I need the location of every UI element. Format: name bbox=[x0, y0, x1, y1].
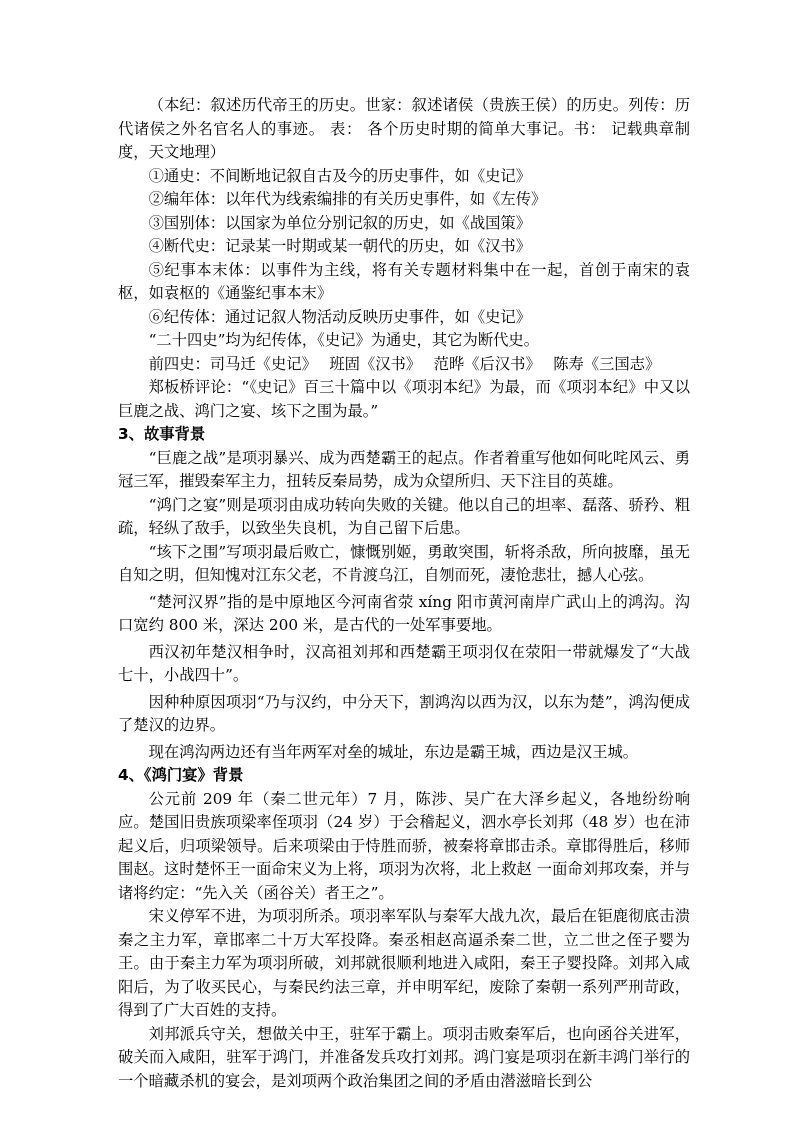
section-heading-hongmen-background: 4、《鸿门宴》背景 bbox=[118, 766, 244, 784]
paragraph-city-sites: 现在鸿沟两边还有当年两军对垒的城址，东边是霸王城，西边是汉王城。 bbox=[148, 742, 639, 761]
paragraph-zheng-banqiao: 郑板桥评论：“《史记》百三十篇中以《项羽本纪》为最，而《项羽本纪》中又以巨鹿之战、鸿门之宴、垓下之围为最。” bbox=[118, 378, 690, 420]
paragraph-four-histories: 前四史：司马迁《史记》 班固《汉书》 范晔《后汉书》 陈寿《三国志》 bbox=[148, 354, 661, 373]
paragraph-julu: “巨鹿之战”是项羽暴兴、成为西楚霸王的起点。作者着重写他如何叱咤风云、勇冠三军，摧毁秦军主力，扭转反秦局势，成为众望所归、天下注目的英雄。 bbox=[118, 448, 690, 490]
paragraph-liubang-guard: 刘邦派兵守关，想做关中王，驻军于霸上。项羽击败秦军后，也向函谷关进军，破关而入咸阳，驻军于鸿门，并准备发兵攻打刘邦。鸿门宴是项羽在新丰鸿门举行的一个暗藏杀机的宴会，是刘项两个政治集团之间的矛盾由潜滋暗长到公 bbox=[118, 1024, 690, 1090]
paragraph-twenty-four-histories: “二十四史”均为纪传体，《史记》为通史，其它为断代史。 bbox=[148, 331, 540, 349]
list-item-guobieti: ③国别体：以国家为单位分别记叙的历史，如《战国策》 bbox=[148, 213, 532, 232]
paragraph-annotation: （本纪：叙述历代帝王的历史。世家：叙述诸侯（贵族王侯）的历史。列传：历代诸侯之外名官名人的事迹。 表： 各个历史时期的简单大事记。书： 记载典章制度，天文地理） bbox=[118, 96, 690, 161]
list-item-biannianti: ②编年体：以年代为线索编排的有关历史事件，如《左传》 bbox=[148, 190, 547, 208]
paragraph-hongmen: “鸿门之宴”则是项羽由成功转向失败的关键。他以自己的坦率、磊落、骄矜、粗疏，轻纵了敌手，以致坐失良机，为自己留下后患。 bbox=[118, 495, 690, 537]
paragraph-chuhan-war: 西汉初年楚汉相争时，汉高祖刘邦和西楚霸王项羽仅在荥阳一带就爆发了“大战七十，小战四十”。 bbox=[118, 642, 690, 684]
list-item-jizhuanti: ⑥纪传体：通过记叙人物活动反映历史事件，如《史记》 bbox=[148, 307, 532, 326]
document-page bbox=[118, 94, 690, 1093]
list-item-duandaishi: ④断代史：记录某一时期或某一朝代的历史，如《汉书》 bbox=[148, 237, 532, 255]
paragraph-xiangyu-victory: 宋义停军不进，为项羽所杀。项羽率军队与秦军大战九次，最后在钜鹿彻底击溃秦之主力军，章邯率二十万大军投降。秦丞相赵高逼杀秦二世，立二世之侄子婴为王。由于秦主力军为项羽所破，刘邦就很顺利地进入咸阳，秦王子婴投降。刘邦入咸阳后，为了收买民心，与秦民约法三章，并申明军纪，废除了秦朝一系列严刑苛政，得到了广大百姓的支持。 bbox=[118, 907, 690, 1019]
list-item-tongshi: ①通史：不间断地记叙自古及今的历史事件，如《史记》 bbox=[148, 166, 532, 185]
list-item-jishibenmoti: ⑤纪事本末体：以事件为主线，将有关专题材料集中在一起，首创于南宋的袁枢，如袁枢的《通鉴纪事本末》 bbox=[118, 260, 690, 302]
paragraph-uprising: 公元前 209 年（秦二世元年）7 月，陈涉、吴广在大泽乡起义，各地纷纷响应。楚国旧贵族项梁率侄项羽（24 岁）于会稽起义，泗水亭长刘邦（48 岁）也在沛起义后，归项梁领导。后来项梁由于恃胜而骄，被秦将章邯击杀。章邯得胜后，移师围赵。这时楚怀王一面命宋义为上将，项羽为次将，北上救赵 一面命刘邦攻秦，并与诸将约定：“先入关（函谷关）者王之”。 bbox=[118, 789, 690, 902]
paragraph-gaixia: “垓下之围”写项羽最后败亡，慷慨别姬，勇敢突围，斩将杀敌，所向披靡，虽无自知之明，但知愧对江东父老，不肯渡乌江，自刎而死，凄怆悲壮，撼人心弦。 bbox=[118, 542, 690, 584]
paragraph-border: 因种种原因项羽“乃与汉约，中分天下，割鸿沟以西为汉，以东为楚”，鸿沟便成了楚汉的边界。 bbox=[118, 692, 690, 734]
section-heading-story-background: 3、故事背景 bbox=[118, 425, 206, 443]
paragraph-chuhe-hanjie: “楚河汉界”指的是中原地区今河南省荥 xíng 阳市黄河南岸广武山上的鸿沟。沟口宽约 800 米，深达 200 米，是古代的一处军事要地。 bbox=[118, 592, 690, 634]
